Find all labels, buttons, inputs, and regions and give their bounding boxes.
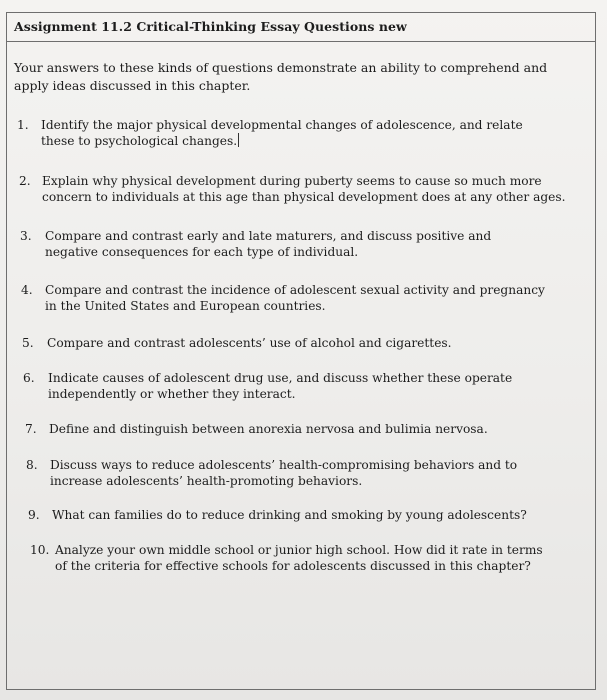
question-text: What can families do to reduce drinking and smoking by young adolescents? xyxy=(52,508,527,522)
question-text: Compare and contrast the incidence of adolescent sexual activity and pregnancy in the United States and European countries. xyxy=(45,283,545,313)
question-number: 10. xyxy=(30,543,50,557)
text-cursor xyxy=(238,133,239,147)
question-number: 4. xyxy=(21,283,33,297)
question-text: Explain why physical development during puberty seems to cause so much more concern to individuals at this age than physical development does at any other ages. xyxy=(42,174,566,204)
question-text: Analyze your own middle school or junior high school. How did it rate in terms of the criteria for effective schools for adolescents discussed in this chapter? xyxy=(55,543,543,573)
question-number: 1. xyxy=(17,118,29,132)
question-text: Define and distinguish between anorexia nervosa and bulimia nervosa. xyxy=(49,422,488,436)
question-number: 3. xyxy=(20,229,32,243)
question-number: 8. xyxy=(26,458,38,472)
question-number: 7. xyxy=(25,422,37,436)
question-number: 9. xyxy=(28,508,40,522)
intro-paragraph: Your answers to these kinds of questions demonstrate an ability to comprehend and apply ideas discussed in this chapter. xyxy=(14,60,548,93)
question-text: Compare and contrast early and late maturers, and discuss positive and negative consequences for each type of individual. xyxy=(45,229,492,259)
question-number: 6. xyxy=(23,371,35,385)
question-number: 5. xyxy=(22,336,34,350)
question-text: Compare and contrast adolescents’ use of alcohol and cigarettes. xyxy=(47,336,452,350)
document-frame xyxy=(6,12,596,690)
question-number: 2. xyxy=(19,174,31,188)
question-text: Indicate causes of adolescent drug use, and discuss whether these operate independently or whether they interact. xyxy=(48,371,513,401)
question-text: Discuss ways to reduce adolescents’ health-compromising behaviors and to increase adolescents’ health-promoting behaviors. xyxy=(50,458,518,488)
assignment-title: Assignment 11.2 Critical-Thinking Essay Questions new xyxy=(14,19,407,34)
question-text: Identify the major physical developmental changes of adolescence, and relate these to psychological changes. xyxy=(41,118,523,148)
title-divider xyxy=(6,41,596,42)
